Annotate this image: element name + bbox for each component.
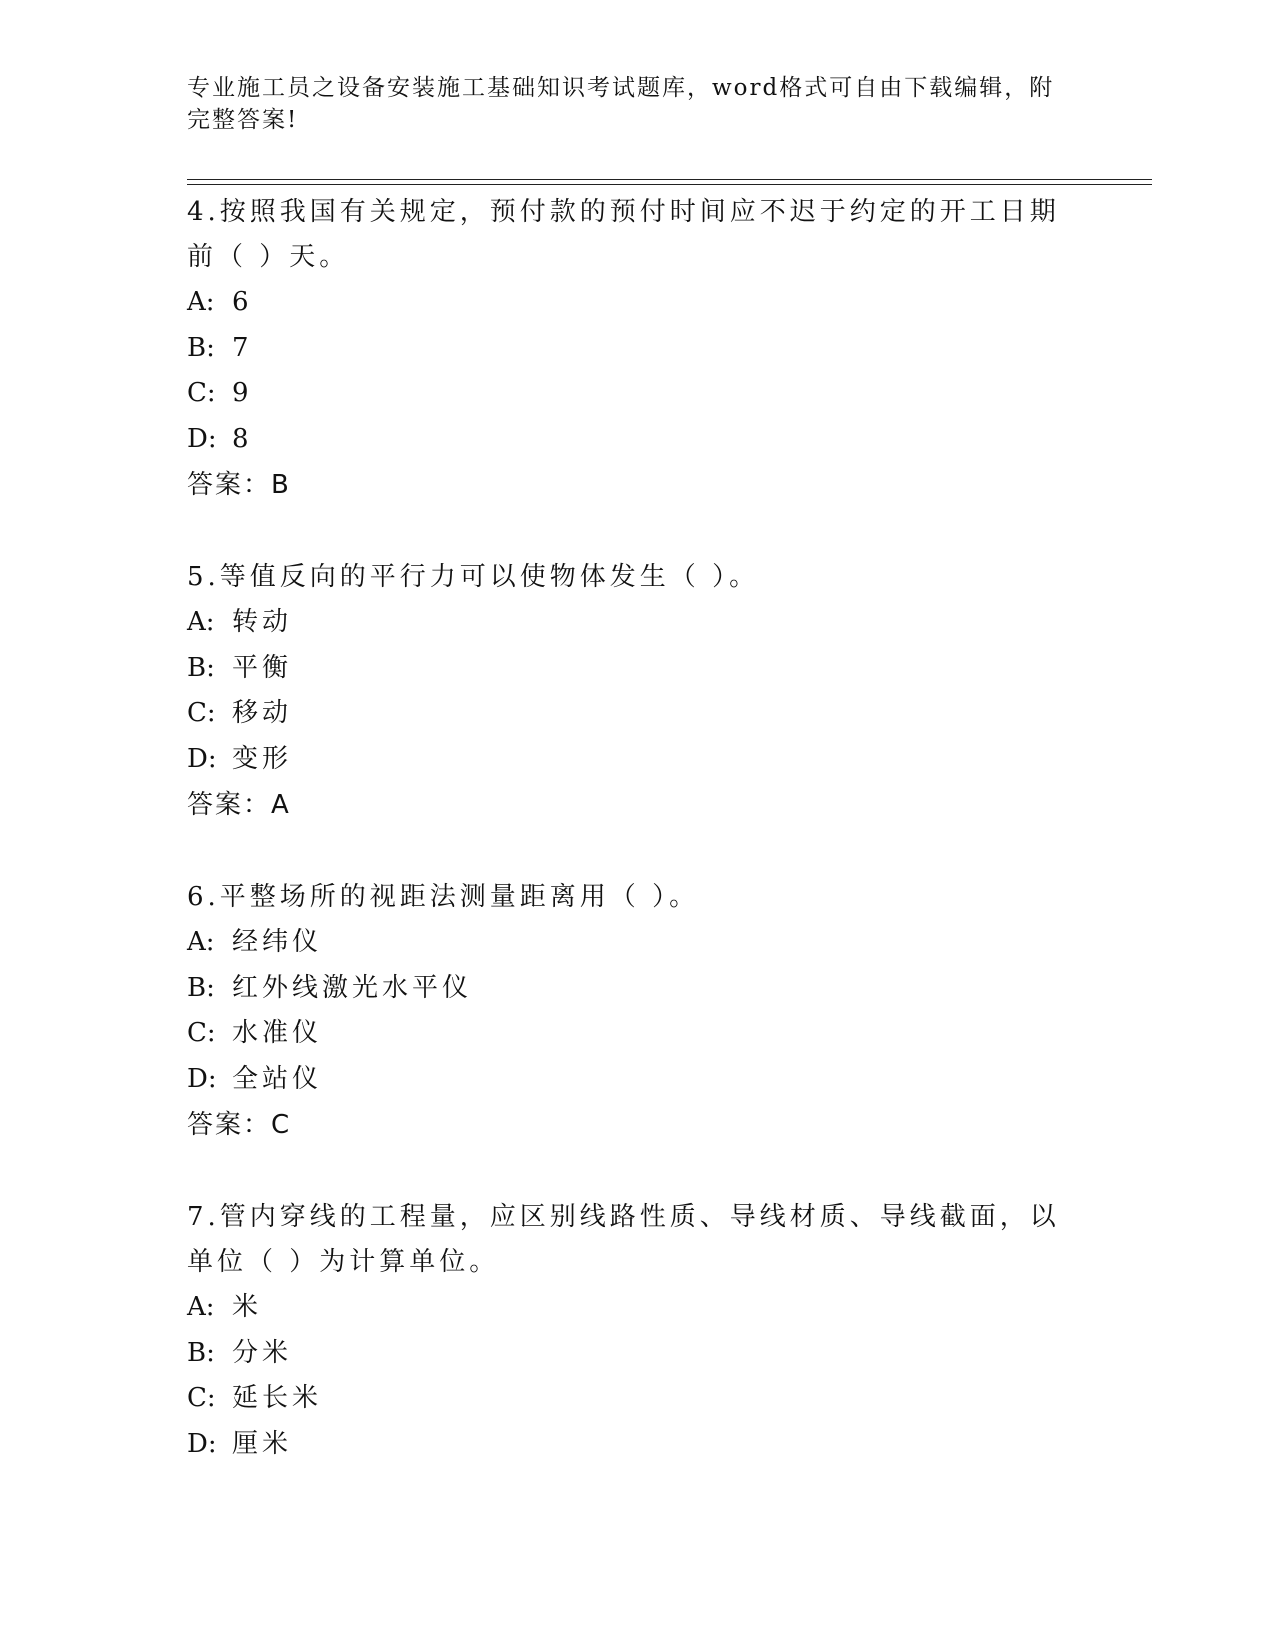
option-b xyxy=(187,966,1067,1012)
option-text: 米 xyxy=(232,1292,263,1322)
option-text: 6 xyxy=(232,287,253,317)
option-d xyxy=(187,1422,1067,1468)
answer-line: 答案：A xyxy=(187,790,291,820)
option-label: B: xyxy=(187,332,215,363)
option-a xyxy=(187,1285,1067,1331)
header-divider-top xyxy=(187,179,1152,180)
option-d xyxy=(187,737,1067,783)
option-label: D: xyxy=(187,423,217,454)
option-text: 移动 xyxy=(232,698,293,728)
option-label: A: xyxy=(187,1292,215,1322)
option-a xyxy=(187,920,1067,966)
option-label: A: xyxy=(187,927,215,957)
option-label: C: xyxy=(187,1383,216,1413)
option-label: D: xyxy=(187,743,217,774)
option-text: 9 xyxy=(232,378,253,408)
header-divider-bottom xyxy=(187,184,1152,185)
option-text: 分米 xyxy=(232,1337,293,1368)
question-list xyxy=(187,190,1067,1514)
option-label: A: xyxy=(187,287,215,317)
question-stem: 5.等值反向的平行力可以使物体发生（ ）。 xyxy=(187,562,760,592)
answer-line: 答案：B xyxy=(187,470,291,500)
option-b xyxy=(187,646,1067,692)
option-b xyxy=(187,1331,1067,1377)
question-stem: 4.按照我国有关规定，预付款的预付时间应不迟于约定的开工日期前（ ）天。 xyxy=(187,197,1060,272)
document-header: 专业施工员之设备安装施工基础知识考试题库，word格式可自由下载编辑，附完整答案! xyxy=(187,75,1055,133)
option-text: 全站仪 xyxy=(232,1063,323,1094)
option-label: C: xyxy=(187,1018,216,1048)
option-a xyxy=(187,280,1067,326)
option-text: 转动 xyxy=(232,607,293,637)
option-text: 水准仪 xyxy=(232,1018,323,1048)
option-c xyxy=(187,371,1067,417)
answer-line: 答案：C xyxy=(187,1110,292,1140)
option-text: 7 xyxy=(232,332,253,363)
option-c xyxy=(187,691,1067,737)
option-label: A: xyxy=(187,607,215,637)
option-label: C: xyxy=(187,378,216,408)
option-a xyxy=(187,600,1067,646)
option-text: 平衡 xyxy=(232,652,293,683)
question-stem: 7.管内穿线的工程量，应区别线路性质、导线材质、导线截面，以单位（ ）为计算单位。 xyxy=(187,1202,1060,1277)
option-label: D: xyxy=(187,1063,217,1094)
option-text: 8 xyxy=(232,423,253,454)
option-d xyxy=(187,417,1067,463)
option-label: D: xyxy=(187,1428,217,1459)
option-label: B: xyxy=(187,972,215,1003)
option-text: 厘米 xyxy=(232,1428,293,1459)
question-6 xyxy=(187,875,1067,1148)
option-label: C: xyxy=(187,698,216,728)
question-4 xyxy=(187,190,1067,508)
option-label: B: xyxy=(187,652,215,683)
question-5 xyxy=(187,555,1067,828)
option-text: 红外线激光水平仪 xyxy=(232,972,473,1003)
option-d xyxy=(187,1057,1067,1103)
question-7 xyxy=(187,1195,1067,1467)
option-text: 延长米 xyxy=(232,1383,323,1413)
option-label: B: xyxy=(187,1337,215,1368)
option-c xyxy=(187,1011,1067,1057)
option-text: 变形 xyxy=(232,743,293,774)
option-text: 经纬仪 xyxy=(232,927,323,957)
option-b xyxy=(187,326,1067,372)
question-stem: 6.平整场所的视距法测量距离用（ ）。 xyxy=(187,882,700,912)
option-c xyxy=(187,1376,1067,1422)
